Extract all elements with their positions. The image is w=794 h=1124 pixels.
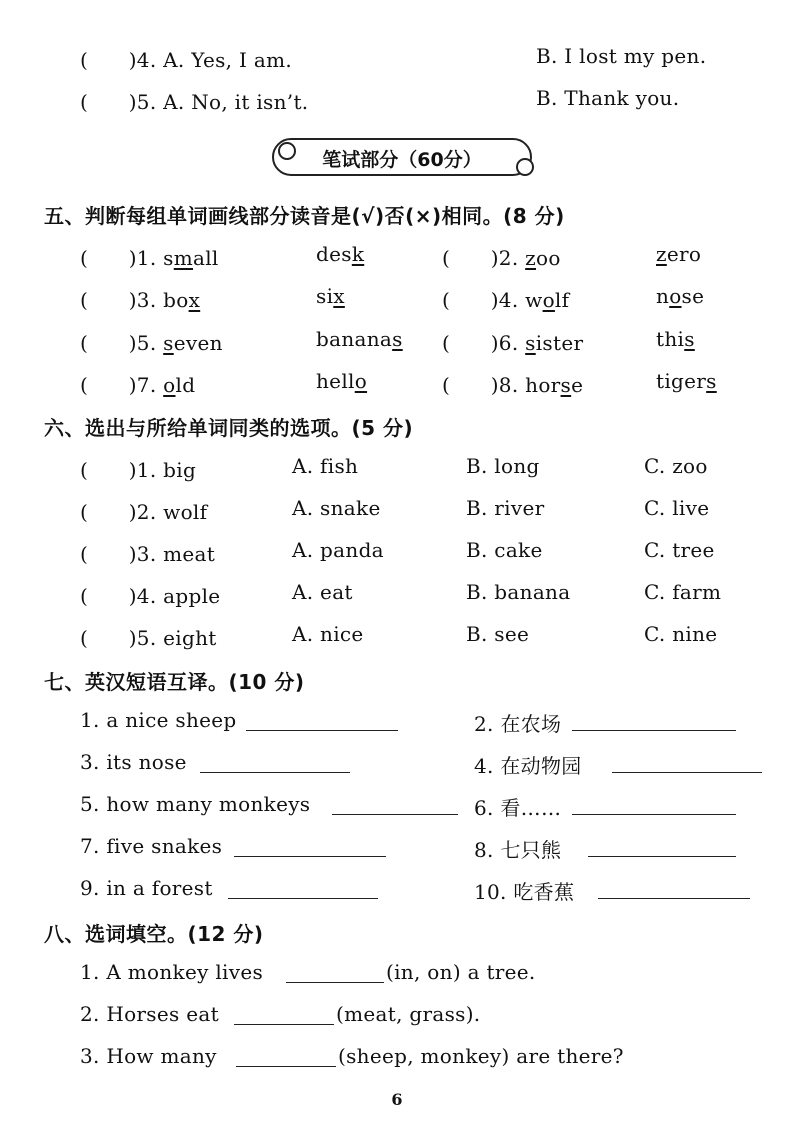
underlined-letters: s bbox=[392, 327, 403, 351]
sec6-row-5-question: ( )5. eight bbox=[80, 626, 217, 650]
question-label: ( )2. bbox=[442, 246, 526, 270]
sec5-row-1-compare-right bbox=[656, 242, 701, 266]
word-part: thi bbox=[656, 327, 685, 351]
answer-blank-8[interactable] bbox=[588, 856, 736, 857]
underlined-letters: s bbox=[560, 373, 572, 397]
question-label: ( )5. bbox=[80, 331, 164, 355]
underlined-letters: m bbox=[173, 246, 193, 270]
sec6-row-3-option-b: B. cake bbox=[466, 538, 543, 562]
word-part: even bbox=[173, 331, 223, 355]
section-7-title: 七、英汉短语互译。(10 分) bbox=[44, 670, 305, 694]
sec7-item-5: 5. how many monkeys bbox=[80, 792, 311, 816]
word-part: ero bbox=[666, 242, 702, 266]
sec6-row-4-option-a: A. eat bbox=[292, 580, 353, 604]
banner-curl-left bbox=[278, 142, 296, 160]
page-number: 6 bbox=[391, 1090, 403, 1109]
word-part: e bbox=[571, 373, 584, 397]
underlined-letters: x bbox=[333, 284, 345, 308]
answer-blank-10[interactable] bbox=[598, 898, 750, 899]
sec8-item-1-prompt: 1. A monkey lives bbox=[80, 960, 264, 984]
sec7-item-4: 4. 在动物园 bbox=[474, 754, 582, 778]
underlined-letters: x bbox=[188, 288, 201, 312]
answer-blank-5[interactable] bbox=[332, 814, 458, 815]
question-label: ( )8. bbox=[442, 373, 526, 397]
question-label: ( )1. bbox=[80, 246, 164, 270]
underlined-letters: z bbox=[656, 242, 667, 266]
sec8-item-3-prompt: 3. How many bbox=[80, 1044, 217, 1068]
sec5-row-4-compare-right bbox=[656, 369, 717, 393]
sec7-item-8: 8. 七只熊 bbox=[474, 838, 562, 862]
sec5-row-1-right bbox=[442, 242, 561, 271]
section-banner bbox=[272, 138, 532, 176]
answer-blank-4[interactable] bbox=[612, 772, 762, 773]
question-label: ( )6. bbox=[442, 331, 526, 355]
underlined-letters: k bbox=[351, 242, 365, 266]
sec6-row-4-question: ( )4. apple bbox=[80, 584, 221, 608]
question-5-option-b: B. Thank you. bbox=[536, 86, 680, 110]
sec7-item-1: 1. a nice sheep bbox=[80, 708, 237, 732]
word-part: n bbox=[656, 284, 670, 308]
underlined-letters: s bbox=[163, 331, 174, 355]
sec6-row-1-option-c: C. zoo bbox=[644, 454, 708, 478]
word-part: se bbox=[681, 284, 705, 308]
sec8-item-3-choices: (sheep, monkey) are there? bbox=[338, 1044, 624, 1068]
sec5-row-4-compare-left bbox=[316, 369, 367, 393]
underlined-letters: s bbox=[706, 369, 717, 393]
word-part: ister bbox=[535, 331, 584, 355]
word-part: all bbox=[193, 246, 219, 270]
underlined-letters: s bbox=[684, 327, 695, 351]
section-6-title: 六、选出与所给单词同类的选项。(5 分) bbox=[44, 416, 414, 440]
banner-curl-right bbox=[516, 158, 534, 176]
word-part: des bbox=[316, 242, 352, 266]
sec7-item-9: 9. in a forest bbox=[80, 876, 213, 900]
sec5-row-3-left bbox=[80, 327, 223, 356]
section-5-title: 五、判断每组单词画线部分读音是(√)否(×)相同。(8 分) bbox=[44, 204, 565, 228]
sec6-row-2-option-a: A. snake bbox=[292, 496, 381, 520]
underlined-letters: z bbox=[525, 246, 536, 270]
underlined-letters: o bbox=[163, 373, 176, 397]
sec5-row-3-compare-left bbox=[316, 327, 403, 351]
sec6-row-5-option-c: C. nine bbox=[644, 622, 718, 646]
sec6-row-1-option-a: A. fish bbox=[292, 454, 359, 478]
sec5-row-2-compare-left bbox=[316, 284, 345, 308]
word-part: w bbox=[525, 288, 543, 312]
word-part: tiger bbox=[656, 369, 707, 393]
sec6-row-1-option-b: B. long bbox=[466, 454, 540, 478]
answer-blank-2[interactable] bbox=[572, 730, 736, 731]
sec5-row-3-compare-right bbox=[656, 327, 695, 351]
sec5-row-3-right bbox=[442, 327, 583, 356]
word-part: ld bbox=[175, 373, 196, 397]
question-5: ( )5. A. No, it isn’t. bbox=[80, 90, 309, 114]
underlined-letters: s bbox=[525, 331, 536, 355]
answer-blank-3[interactable] bbox=[200, 772, 350, 773]
sec5-row-4-left bbox=[80, 369, 195, 398]
sec5-row-4-right bbox=[442, 369, 583, 398]
sec6-row-2-option-c: C. live bbox=[644, 496, 710, 520]
question-label: ( )4. bbox=[442, 288, 526, 312]
sec6-row-5-option-a: A. nice bbox=[292, 622, 364, 646]
sec6-row-5-option-b: B. see bbox=[466, 622, 530, 646]
fill-blank-2[interactable] bbox=[234, 1024, 334, 1025]
sec8-item-2-prompt: 2. Horses eat bbox=[80, 1002, 219, 1026]
fill-blank-3[interactable] bbox=[236, 1066, 336, 1067]
word-part: hell bbox=[316, 369, 355, 393]
sec7-item-7: 7. five snakes bbox=[80, 834, 223, 858]
answer-blank-9[interactable] bbox=[228, 898, 378, 899]
sec5-row-2-left bbox=[80, 284, 200, 313]
sec5-row-2-right bbox=[442, 284, 569, 313]
sec6-row-3-question: ( )3. meat bbox=[80, 542, 216, 566]
sec7-item-3: 3. its nose bbox=[80, 750, 187, 774]
word-part: si bbox=[316, 284, 334, 308]
answer-blank-1[interactable] bbox=[246, 730, 398, 731]
question-label: ( )7. bbox=[80, 373, 164, 397]
sec7-item-6: 6. 看…… bbox=[474, 796, 562, 820]
fill-blank-1[interactable] bbox=[286, 982, 384, 983]
banner-label: 笔试部分（60分） bbox=[322, 149, 482, 171]
sec6-row-1-question: ( )1. big bbox=[80, 458, 197, 482]
sec8-item-1-choices: (in, on) a tree. bbox=[386, 960, 536, 984]
question-4: ( )4. A. Yes, I am. bbox=[80, 48, 292, 72]
word-part: lf bbox=[554, 288, 570, 312]
sec7-item-2: 2. 在农场 bbox=[474, 712, 562, 736]
word-part: banana bbox=[316, 327, 393, 351]
sec8-item-2-choices: (meat, grass). bbox=[336, 1002, 481, 1026]
sec6-row-3-option-c: C. tree bbox=[644, 538, 715, 562]
underlined-letters: o bbox=[542, 288, 555, 312]
sec5-row-1-compare-left bbox=[316, 242, 364, 266]
word-part: bo bbox=[163, 288, 189, 312]
word-part: hor bbox=[525, 373, 561, 397]
sec6-row-3-option-a: A. panda bbox=[292, 538, 384, 562]
sec5-row-1-left bbox=[80, 242, 219, 271]
section-8-title: 八、选词填空。(12 分) bbox=[44, 922, 264, 946]
word-part: oo bbox=[536, 246, 561, 270]
question-label: ( )3. bbox=[80, 288, 164, 312]
word-part: s bbox=[163, 246, 174, 270]
sec6-row-4-option-b: B. banana bbox=[466, 580, 571, 604]
sec6-row-2-question: ( )2. wolf bbox=[80, 500, 208, 524]
underlined-letters: o bbox=[354, 369, 368, 393]
sec6-row-4-option-c: C. farm bbox=[644, 580, 722, 604]
question-4-option-b: B. I lost my pen. bbox=[536, 44, 707, 68]
answer-blank-7[interactable] bbox=[234, 856, 386, 857]
sec5-row-2-compare-right bbox=[656, 284, 704, 308]
sec6-row-2-option-b: B. river bbox=[466, 496, 545, 520]
answer-blank-6[interactable] bbox=[572, 814, 736, 815]
sec7-item-10: 10. 吃香蕉 bbox=[474, 880, 575, 904]
underlined-letters: o bbox=[669, 284, 682, 308]
